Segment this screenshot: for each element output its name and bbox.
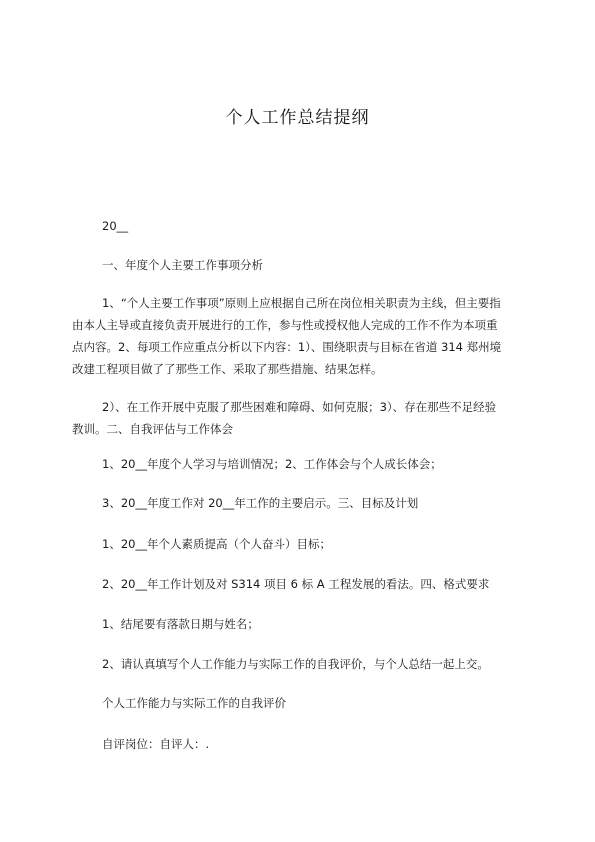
paragraph-difficulties xyxy=(72,396,507,440)
self-evaluation-fields: 自评岗位：自评人：. xyxy=(102,737,210,751)
paragraph-line: 1、“个人主要工作事项”原则上应根据自己所在岗位相关职责为主线，但主要指 xyxy=(102,296,501,310)
paragraph-work-items xyxy=(72,292,507,380)
list-item-signature: 1、结尾要有落款日期与姓名； xyxy=(102,617,259,631)
list-item-enlightenment: 3、20__年度工作对 20__年工作的主要启示。三、目标及计划 xyxy=(102,496,419,510)
document-title: 个人工作总结提纲 xyxy=(225,108,370,128)
paragraph-line: 教训。二、自我评估与工作体会 xyxy=(72,422,233,436)
section-heading-work-analysis: 一、年度个人主要工作事项分析 xyxy=(102,258,263,272)
self-evaluation-heading: 个人工作能力与实际工作的自我评价 xyxy=(102,696,286,710)
paragraph-line: 由本人主导或直接负责开展进行的工作，参与性或授权他人完成的工作不作为本项重 xyxy=(72,318,498,332)
year-line: 20__ xyxy=(102,219,129,233)
paragraph-line: 点内容。2、每项工作应重点分析以下内容：1）、围绕职责与目标在省道 314 郑州境 xyxy=(72,340,502,354)
paragraph-line: 改建工程项目做了了那些工作、采取了那些措施、结果怎样。 xyxy=(72,362,383,376)
list-item-plan: 2、20__年工作计划及对 S314 项目 6 标 A 工程发展的看法。四、格式要求 xyxy=(102,577,490,591)
list-item-goals: 1、20__年个人素质提高（个人奋斗）目标； xyxy=(102,537,331,551)
list-item-training: 1、20__年度个人学习与培训情况；2、工作体会与个人成长体会； xyxy=(102,457,442,471)
list-item-submit: 2、请认真填写个人工作能力与实际工作的自我评价，与个人总结一起上交。 xyxy=(102,657,489,671)
paragraph-line: 2）、在工作开展中克服了那些困难和障碍、如何克服；3）、存在那些不足经验 xyxy=(102,400,497,414)
